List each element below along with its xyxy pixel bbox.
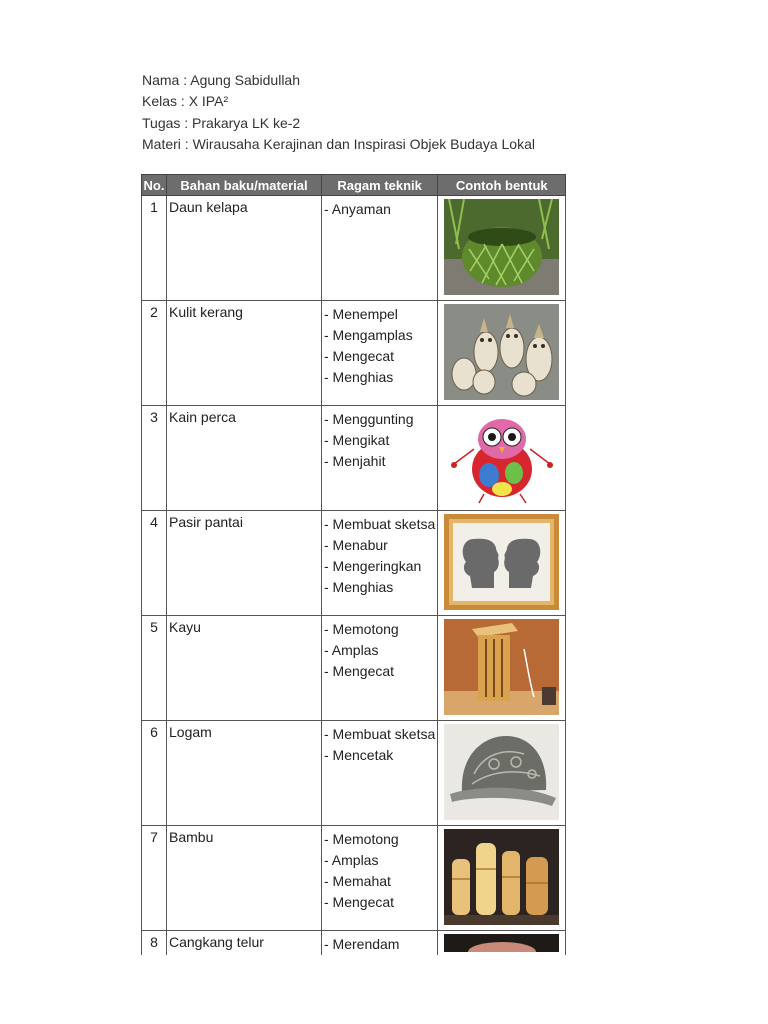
col-header-technique: Ragam teknik [322, 175, 438, 196]
technique-item: - Menjahit [324, 453, 386, 469]
bamboo-lamps-icon [444, 829, 559, 925]
technique-item: - Amplas [324, 642, 379, 658]
technique-item: - Menghias [324, 579, 394, 595]
row-number: 3 [142, 406, 167, 511]
row-material: Daun kelapa [167, 196, 322, 301]
col-header-material: Bahan baku/material [167, 175, 322, 196]
row-techniques [322, 616, 438, 721]
student-class: Kelas : X IPA² [142, 93, 229, 110]
technique-item: - Merendam [324, 936, 400, 952]
technique-item: - Mengeringkan [324, 558, 422, 574]
table-row [142, 931, 566, 956]
row-material: Kain perca [167, 406, 322, 511]
table-row [142, 301, 566, 406]
technique-item: - Menabur [324, 537, 388, 553]
row-number: 2 [142, 301, 167, 406]
technique-item: - Memotong [324, 831, 399, 847]
table-row [142, 196, 566, 301]
technique-item: - Memotong [324, 621, 399, 637]
row-material: Pasir pantai [167, 511, 322, 616]
technique-item: - Menempel [324, 306, 398, 322]
row-number: 4 [142, 511, 167, 616]
student-info [142, 70, 535, 155]
row-material: Cangkang telur [167, 931, 322, 956]
patchwork-owl-bag-icon [444, 409, 559, 505]
technique-item: - Menghias [324, 369, 394, 385]
technique-item: - Membuat sketsa [324, 726, 436, 742]
row-techniques [322, 301, 438, 406]
col-header-example: Contoh bentuk [438, 175, 566, 196]
technique-item: - Membuat sketsa [324, 516, 436, 532]
technique-item: - Mengikat [324, 432, 390, 448]
metal-helmet-icon [444, 724, 559, 820]
row-techniques [322, 511, 438, 616]
shell-figurines-icon [444, 304, 559, 400]
row-techniques [322, 196, 438, 301]
table-row [142, 511, 566, 616]
technique-item: - Memahat [324, 873, 391, 889]
row-number: 8 [142, 931, 167, 956]
technique-item: - Mengecat [324, 894, 395, 910]
technique-item: - Mengamplas [324, 327, 413, 343]
table-row [142, 616, 566, 721]
row-material: Kulit kerang [167, 301, 322, 406]
technique-item: - Mengecat [324, 663, 395, 679]
student-name: Nama : Agung Sabidullah [142, 72, 300, 88]
woven-coconut-leaf-bowl-icon [444, 199, 559, 295]
row-material: Kayu [167, 616, 322, 721]
technique-item: - Amplas [324, 852, 379, 868]
row-number: 7 [142, 826, 167, 931]
row-techniques [322, 826, 438, 931]
row-number: 6 [142, 721, 167, 826]
row-number: 1 [142, 196, 167, 301]
row-techniques [322, 721, 438, 826]
row-number: 5 [142, 616, 167, 721]
assignment-title: Tugas : Prakarya LK ke-2 [142, 114, 301, 131]
material-topic: Materi : Wirausaha Kerajinan dan Inspirasi Objek Budaya Lokal [142, 135, 535, 152]
table-row [142, 721, 566, 826]
row-techniques [322, 406, 438, 511]
technique-item: - Anyaman [324, 201, 391, 217]
eggshell-craft-icon [444, 934, 559, 952]
sand-art-frame-icon [444, 514, 559, 610]
wooden-lamp-icon [444, 619, 559, 715]
col-header-no: No. [142, 175, 167, 196]
table-row [142, 826, 566, 931]
row-material: Bambu [167, 826, 322, 931]
technique-item: - Menggunting [324, 411, 414, 427]
table-row [142, 406, 566, 511]
row-material: Logam [167, 721, 322, 826]
row-techniques [322, 931, 438, 956]
technique-item: - Mencetak [324, 747, 394, 763]
technique-item: - Mengecat [324, 348, 395, 364]
table-header-row [142, 175, 566, 196]
craft-table [141, 174, 566, 955]
